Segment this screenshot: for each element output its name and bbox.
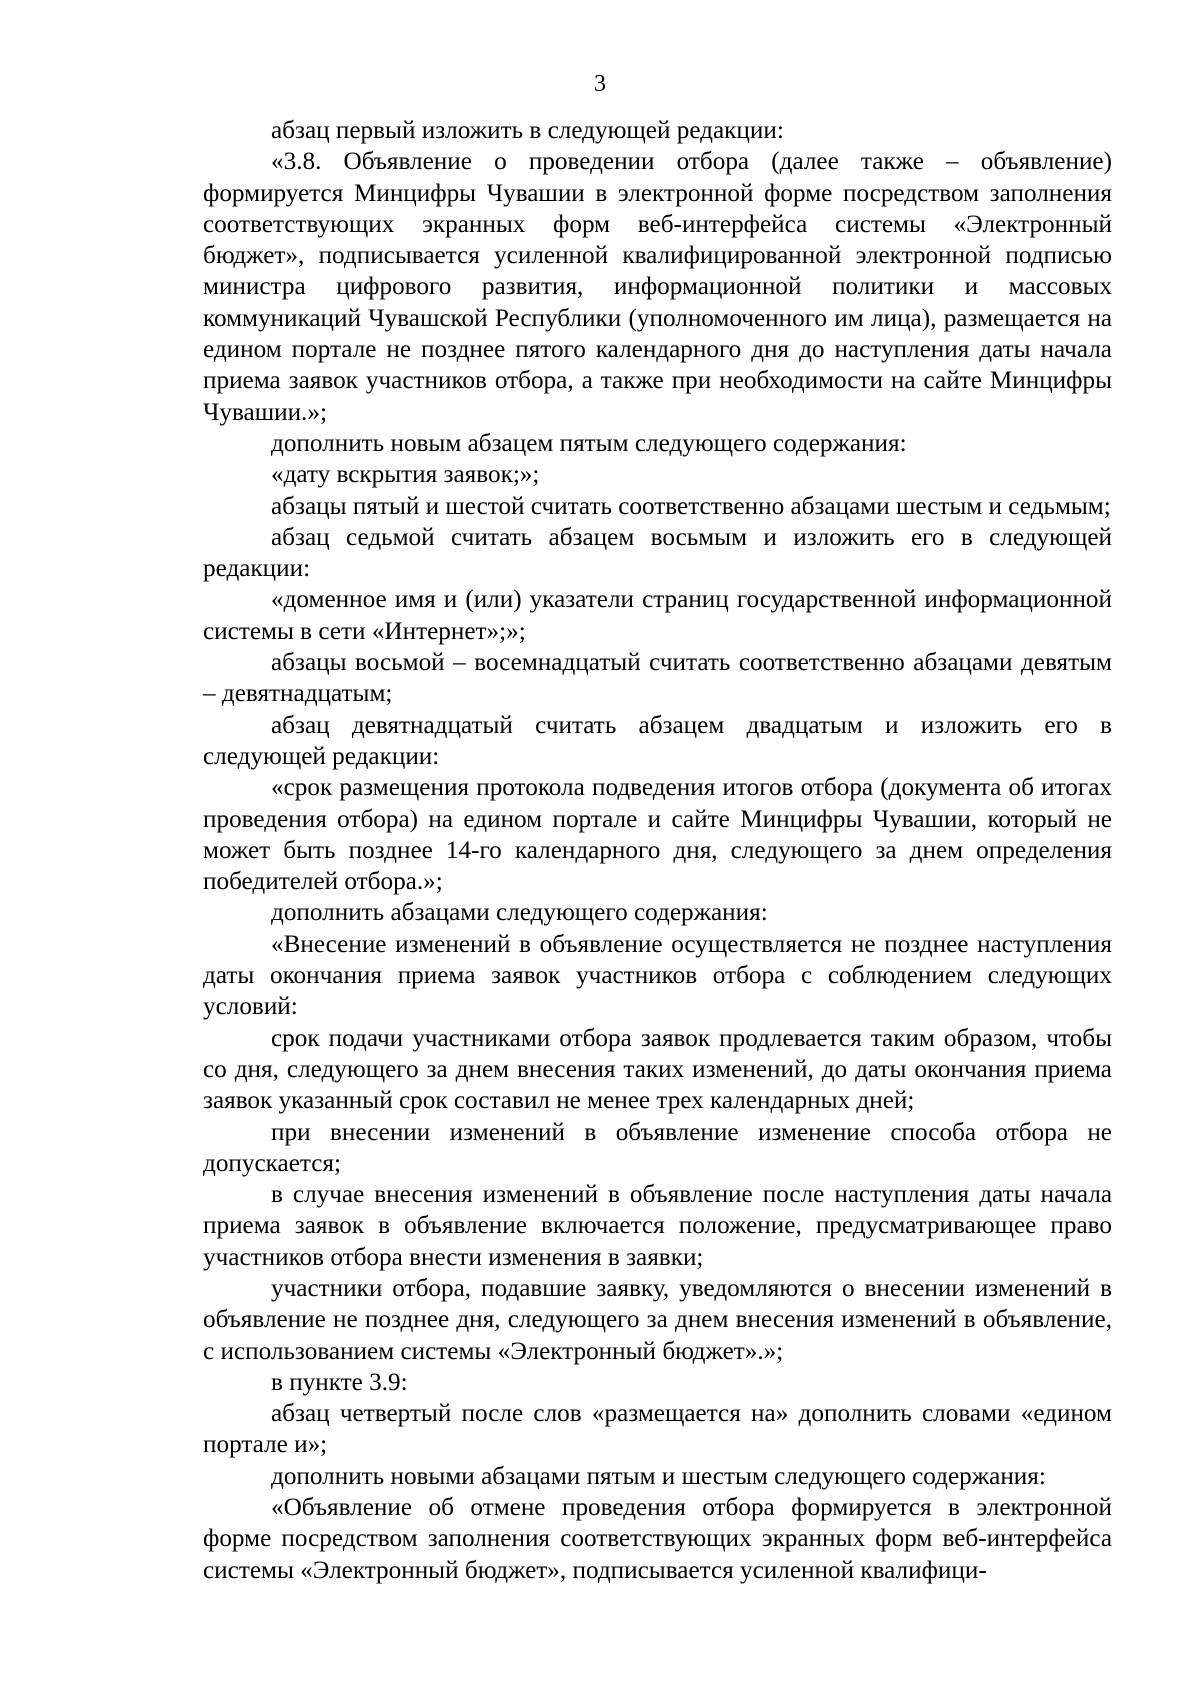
paragraph: срок подачи участниками отбора заявок продлевается таким образом, чтобы со дня, следующего за днем внесения таких изменений, до даты окончания приема заявок указанный срок составил не менее трех календарных дней; xyxy=(203,1024,1112,1115)
paragraph: в случае внесения изменений в объявление после наступления даты начала приема заявок в объявление включается положение, предусматривающее право участников отбора внести изменения в заявки; xyxy=(203,1181,1112,1271)
paragraph: дополнить новым абзацем пятым следующего содержания: xyxy=(271,429,907,457)
document-body xyxy=(203,115,1112,1586)
paragraph: дополнить абзацами следующего содержания: xyxy=(271,899,768,927)
paragraph: при внесении изменений в объявление изменение способа отбора не допускается; xyxy=(203,1118,1112,1177)
paragraph: абзац четвертый после слов «размещается на» дополнить словами «едином портале и»; xyxy=(203,1400,1112,1459)
paragraph: «Внесение изменений в объявление осуществляется не позднее наступления даты окончания приема заявок участников отбора с соблюдением следующих условий: xyxy=(203,930,1112,1021)
paragraph: «3.8. Объявление о проведении отбора (далее также – объявление) формируется Минцифры Чувашии в электронной форме посредством заполнения соответствующих экранных форм веб-интерфейса системы «Электронный бюджет», подписывается усиленной квалифицированной электронной подписью министра цифрового развития, информационной политики и массовых коммуникаций Чувашской Республики (уполномоченного им лица), размещается на едином портале не позднее пятого календарного дня до наступления даты начала приема заявок участников отбора, а также при необходимости на сайте Минцифры Чувашии.»; xyxy=(203,148,1112,426)
paragraph: «Объявление об отмене проведения отбора формируется в электронной форме посредством заполнения соответствующих экранных форм веб-интерфейса системы «Электронный бюджет», подписывается усиленной квалифици- xyxy=(203,1494,1112,1584)
page-number: 3 xyxy=(594,71,606,97)
paragraph: абзац первый изложить в следующей редакции: xyxy=(271,117,784,144)
paragraph: дополнить новыми абзацами пятым и шестым следующего содержания: xyxy=(271,1462,1046,1490)
paragraph: «дату вскрытия заявок;»; xyxy=(271,461,540,489)
paragraph: «доменное имя и (или) указатели страниц государственной информационной системы в сети «Интернет»;»; xyxy=(203,586,1112,645)
paragraph: «срок размещения протокола подведения итогов отбора (документа об итогах проведения отбора) на едином портале и сайте Минцифры Чувашии, который не может быть позднее 14-го календарного дня, следующего за днем определения победителей отбора.»; xyxy=(203,774,1112,896)
paragraph: абзац девятнадцатый считать абзацем двадцатым и изложить его в следующей редакции: xyxy=(203,711,1112,770)
paragraph: абзацы пятый и шестой считать соответственно абзацами шестым и седьмым; xyxy=(271,492,1111,520)
paragraph: абзац седьмой считать абзацем восьмым и изложить его в следующей редакции: xyxy=(203,523,1112,583)
paragraph: участники отбора, подавшие заявку, уведомляются о внесении изменений в объявление не позднее дня, следующего за днем внесения изменений в объявление, с использованием системы «Электронный бюджет».»; xyxy=(203,1274,1112,1365)
paragraph: в пункте 3.9: xyxy=(271,1368,408,1396)
paragraph: абзацы восьмой – восемнадцатый считать соответственно абзацами девятым – девятнадцатым; xyxy=(203,649,1112,708)
